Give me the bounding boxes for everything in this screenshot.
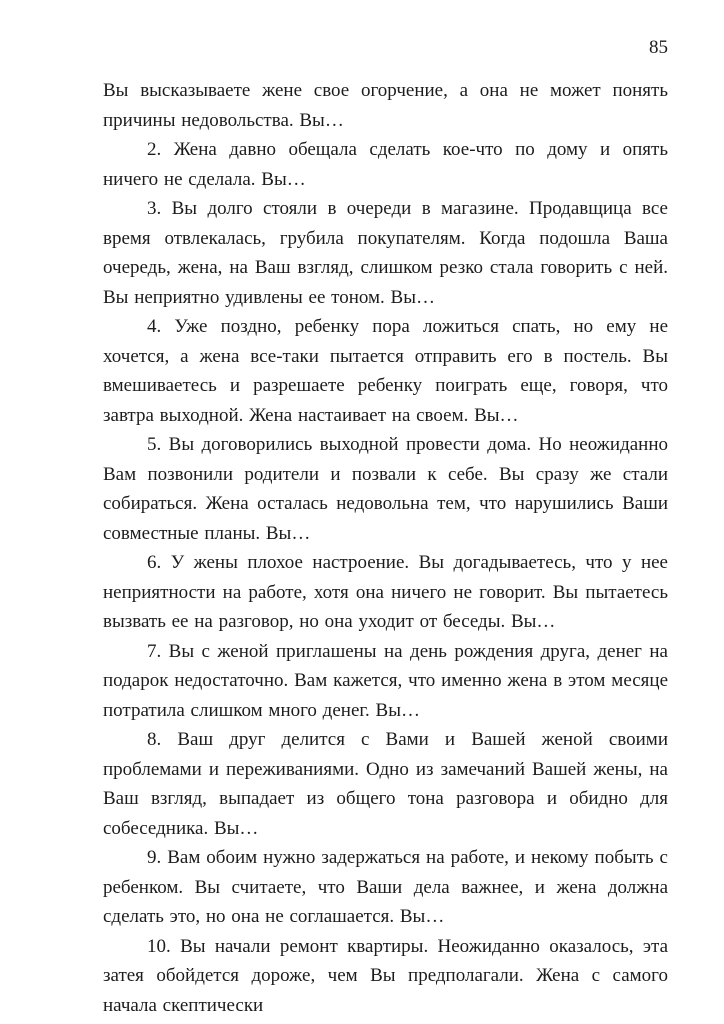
paragraph-item-5: 5. Вы договорились выходной провести дома. Но неожиданно Вам позвонили родители и позвали к себе. Вы сразу же стали собираться. Жена осталась недовольна тем, что нарушились Ваши совместные планы. Вы…	[103, 434, 668, 544]
paragraph-continuation: Вы высказываете жене свое огорчение, а она не может понять причины недовольства. Вы…	[103, 80, 668, 131]
page-number: 85	[649, 37, 668, 58]
paragraph-item-4: 4. Уже поздно, ребенку пора ложиться спать, но ему не хочется, а жена все-таки пытается отправить его в постель. Вы вмешиваетесь и разрешаете ребенку поиграть еще, говоря, что завтра выходной. Жена настаивает на своем. Вы…	[103, 316, 668, 426]
paragraph-item-8: 8. Ваш друг делится с Вами и Вашей женой своими проблемами и переживаниями. Одно из замечаний Вашей жены, на Ваш взгляд, выпадает из общего тона разговора и обидно для собеседника. Вы…	[103, 729, 668, 839]
paragraph-item-6: 6. У жены плохое настроение. Вы догадываетесь, что у нее неприятности на работе, хотя она ничего не говорит. Вы пытаетесь вызвать ее на разговор, но она уходит от беседы. Вы…	[103, 552, 668, 632]
text-block	[103, 76, 668, 1020]
paragraph-item-2: 2. Жена давно обещала сделать кое-что по дому и опять ничего не сделала. Вы…	[103, 139, 668, 190]
paragraph-item-10: 10. Вы начали ремонт квартиры. Неожиданно оказалось, эта затея обойдется дороже, чем Вы предполагали. Жена с самого начала скептически	[103, 935, 668, 1016]
paragraph-item-7: 7. Вы с женой приглашены на день рождения друга, денег на подарок недостаточно. Вам кажется, что именно жена в этом месяце потратила слишком много денег. Вы…	[103, 640, 668, 721]
paragraph-item-9: 9. Вам обоим нужно задержаться на работе, и некому побыть с ребенком. Вы считаете, что Ваши дела важнее, и жена должна сделать это, но она не соглашается. Вы…	[103, 847, 668, 927]
paragraph-item-3: 3. Вы долго стояли в очереди в магазине. Продавщица все время отвлекалась, грубила покупателям. Когда подошла Ваша очередь, жена, на Ваш взгляд, слишком резко стала говорить с ней. Вы неприятно удивлены ее тоном. Вы…	[103, 198, 668, 308]
